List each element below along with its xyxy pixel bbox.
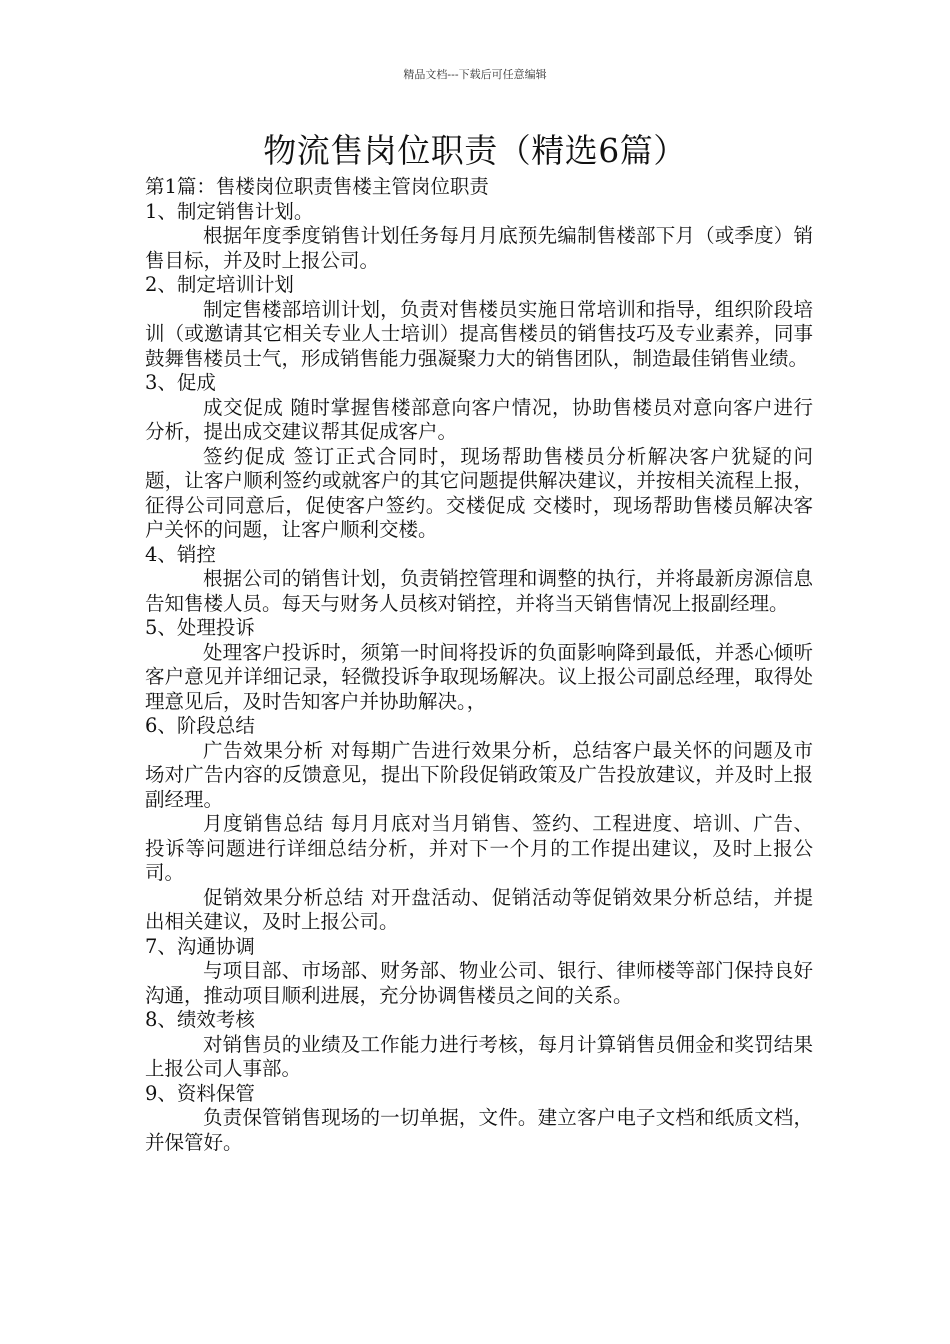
paragraph: 根据公司的销售计划，负责销控管理和调整的执行，并将最新房源信息告知售楼人员。每天与财务人员核对销控，并将当天销售情况上报副经理。 [145,567,813,615]
section-heading: 2、制定培训计划 [145,273,294,296]
paragraph: 对销售员的业绩及工作能力进行考核，每月计算销售员佣金和奖罚结果上报公司人事部。 [145,1032,813,1080]
paragraph: 成交促成 随时掌握售楼部意向客户情况，协助售楼员对意向客户进行分析，提出成交建议帮其促成客户。 [145,395,813,443]
paragraph: 促销效果分析总结 对开盘活动、促销活动等促销效果分析总结，并提出相关建议，及时上报公司。 [145,885,813,933]
page-header: 精品文档---下载后可任意编辑 [403,68,547,81]
section-heading: 5、处理投诉 [145,616,255,639]
paragraph: 负责保管销售现场的一切单据，文件。建立客户电子文档和纸质文档，并保管好。 [145,1106,813,1154]
document-body [145,175,813,1155]
paragraph: 制定售楼部培训计划，负责对售楼员实施日常培训和指导，组织阶段培训（或邀请其它相关专业人士培训）提高售楼员的销售技巧及专业素养，同事鼓舞售楼员士气，形成销售能力强凝聚力大的销售团队，制造最佳销售业绩。 [145,297,813,370]
paragraph: 广告效果分析 对每期广告进行效果分析，总结客户最关怀的问题及市场对广告内容的反馈意见，提出下阶段促销政策及广告投放建议，并及时上报副经理。 [145,738,813,811]
section-heading: 6、阶段总结 [145,714,255,737]
section-heading: 9、资料保管 [145,1081,255,1105]
section-heading: 4、销控 [145,542,216,566]
section-heading: 7、沟通协调 [145,934,255,958]
chapter-subtitle: 第1篇：售楼岗位职责售楼主管岗位职责 [145,175,489,198]
paragraph: 根据年度季度销售计划任务每月月底预先编制售楼部下月（或季度）销售目标，并及时上报公司。 [145,224,813,272]
paragraph: 与项目部、市场部、财务部、物业公司、银行、律师楼等部门保持良好沟通，推动项目顺利进展，充分协调售楼员之间的关系。 [145,959,813,1007]
section-heading: 3、促成 [145,371,216,394]
section-heading: 1、制定销售计划。 [145,199,314,223]
paragraph: 月度销售总结 每月月底对当月销售、签约、工程进度、培训、广告、投诉等问题进行详细总结分析，并对下一个月的工作提出建议，及时上报公司。 [145,812,813,884]
section-heading: 8、绩效考核 [145,1008,255,1031]
paragraph: 签约促成 签订正式合同时，现场帮助售楼员分析解决客户犹疑的问题，让客户顺利签约或就客户的其它问题提供解决建议，并按相关流程上报，征得公司同意后，促使客户签约。交楼促成 交楼时，现场帮助售楼员解决客户关怀的问题，让客户顺利交楼。 [145,444,813,541]
document-title: 物流售岗位职责（精选6篇） [263,131,687,170]
paragraph: 处理客户投诉时，须第一时间将投诉的负面影响降到最低，并悉心倾听客户意见并详细记录，轻微投诉争取现场解决。议上报公司副总经理，取得处理意见后，及时告知客户并协助解决。， [145,640,813,713]
